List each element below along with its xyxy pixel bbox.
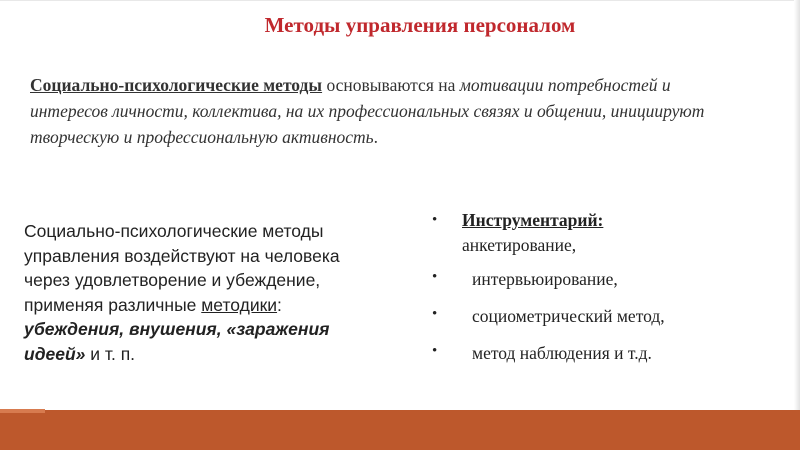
left-bold-italic-1: убеждения, внушения, (24, 319, 222, 339)
intro-term: Социально-психологические методы (30, 75, 323, 95)
left-tail: и т. п. (85, 343, 136, 364)
footer-band (0, 410, 800, 450)
bullet-icon: • (432, 306, 438, 322)
left-bold-italic-2: «заражения идеей» (24, 319, 330, 364)
footer-accent (0, 409, 45, 413)
tools-heading: Инструментарий: (462, 210, 604, 230)
bullet-icon: • (432, 212, 438, 228)
tools-list (432, 208, 772, 364)
bullet-icon: • (432, 343, 438, 359)
tools-item: метод наблюдения и т.д. (472, 343, 652, 363)
intro-plain: основываются на (322, 75, 460, 95)
tools-first: анкетирование, (462, 235, 577, 255)
tools-item: интервьюирование, (472, 269, 618, 289)
tools-heading-item (432, 208, 772, 258)
left-paragraph (24, 219, 384, 366)
intro-end: . (373, 127, 379, 147)
list-item (432, 269, 772, 290)
slide-top-border (0, 0, 800, 7)
list-item (432, 343, 772, 364)
slide-right-shadow (794, 0, 800, 410)
intro-paragraph (30, 72, 730, 150)
left-text: Социально-психологические методы управления воздействуют на человека через удовлетворение и убеждение, применяя различные (24, 221, 340, 315)
list-item (432, 306, 772, 327)
intro-italic: мотивации потребностей и интересов личности, коллектива, на их профессиональных связях и общении, инициируют творческую и профессиональную активность (30, 75, 705, 147)
tools-item: социометрический метод, (472, 306, 665, 326)
left-underlined: методики (201, 294, 278, 315)
bullet-icon: • (432, 269, 438, 285)
left-colon: : (277, 294, 282, 315)
page-title: Методы управления персоналом (264, 13, 576, 37)
